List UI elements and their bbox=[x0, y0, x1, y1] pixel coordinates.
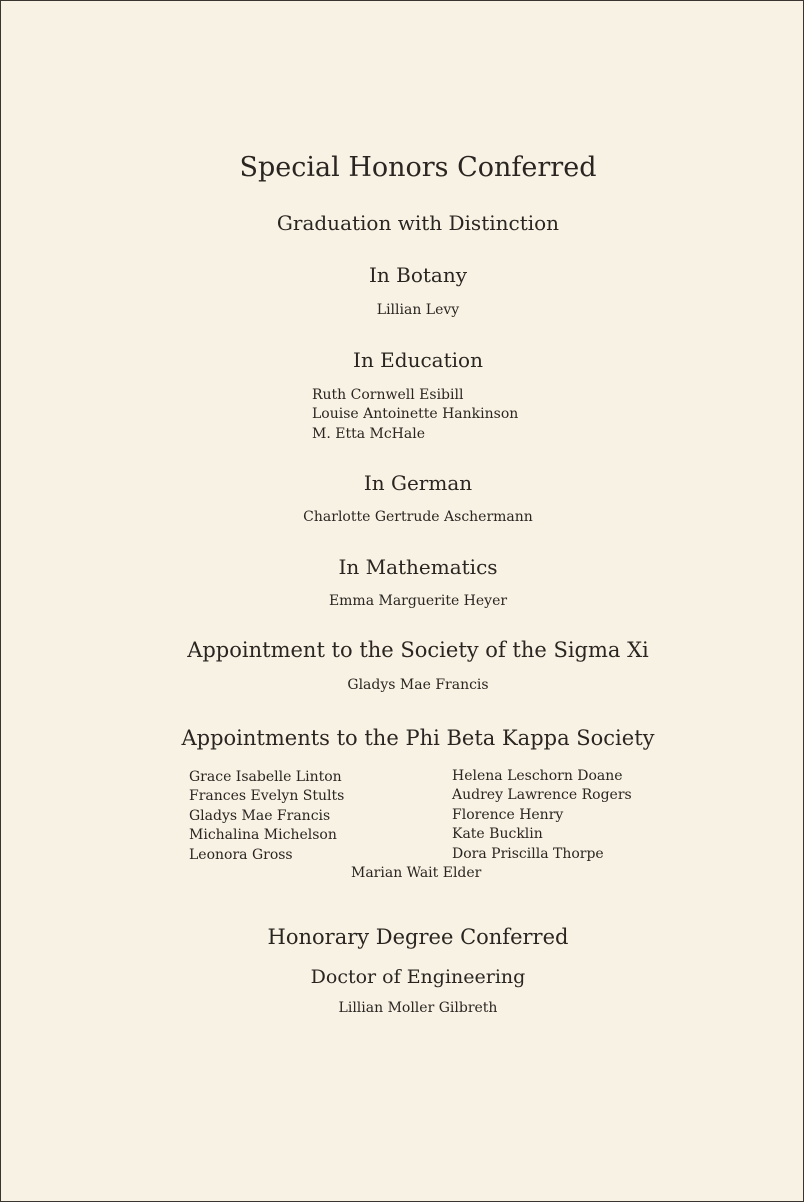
list-item: Michalina Michelson bbox=[189, 827, 337, 844]
education-name: Louise Antoinette Hankinson bbox=[312, 406, 519, 422]
phi-beta-kappa-heading: Appointments to the Phi Beta Kappa Society bbox=[181, 726, 655, 750]
german-heading: In German bbox=[363, 471, 473, 495]
list-item: Helena Leschorn Doane bbox=[452, 768, 623, 784]
list-item: Dora Priscilla Thorpe bbox=[452, 845, 604, 862]
honorary-degree: Doctor of Engineering bbox=[310, 966, 526, 988]
sigma-xi-name: Gladys Mae Francis bbox=[347, 677, 489, 693]
german-name: Charlotte Gertrude Aschermann bbox=[303, 509, 533, 525]
pbk-right-list bbox=[452, 767, 632, 864]
list-item: Audrey Lawrence Rogers bbox=[452, 787, 632, 804]
list-item: Frances Evelyn Stults bbox=[189, 788, 345, 805]
pbk-left-list bbox=[189, 768, 344, 865]
education-name: M. Etta McHale bbox=[312, 426, 425, 442]
distinction-heading: Graduation with Distinction bbox=[276, 211, 560, 235]
list-item: Leonora Gross bbox=[189, 846, 293, 863]
list-item: Gladys Mae Francis bbox=[189, 807, 331, 824]
list-item: Grace Isabelle Linton bbox=[189, 769, 342, 785]
honorary-heading: Honorary Degree Conferred bbox=[267, 925, 569, 949]
botany-name: Lillian Levy bbox=[376, 302, 460, 318]
pbk-last-name: Marian Wait Elder bbox=[351, 865, 482, 881]
sigma-xi-heading: Appointment to the Society of the Sigma Xi bbox=[187, 638, 649, 662]
honorary-recipient: Lillian Moller Gilbreth bbox=[338, 1000, 498, 1016]
education-heading: In Education bbox=[353, 348, 483, 372]
mathematics-heading: In Mathematics bbox=[338, 555, 498, 579]
page-title: Special Honors Conferred bbox=[239, 152, 597, 183]
mathematics-name: Emma Marguerite Heyer bbox=[328, 593, 508, 609]
list-item: Kate Bucklin bbox=[452, 826, 543, 843]
botany-heading: In Botany bbox=[368, 263, 468, 287]
education-name: Ruth Cornwell Esibill bbox=[312, 387, 464, 403]
list-item: Florence Henry bbox=[452, 806, 564, 823]
